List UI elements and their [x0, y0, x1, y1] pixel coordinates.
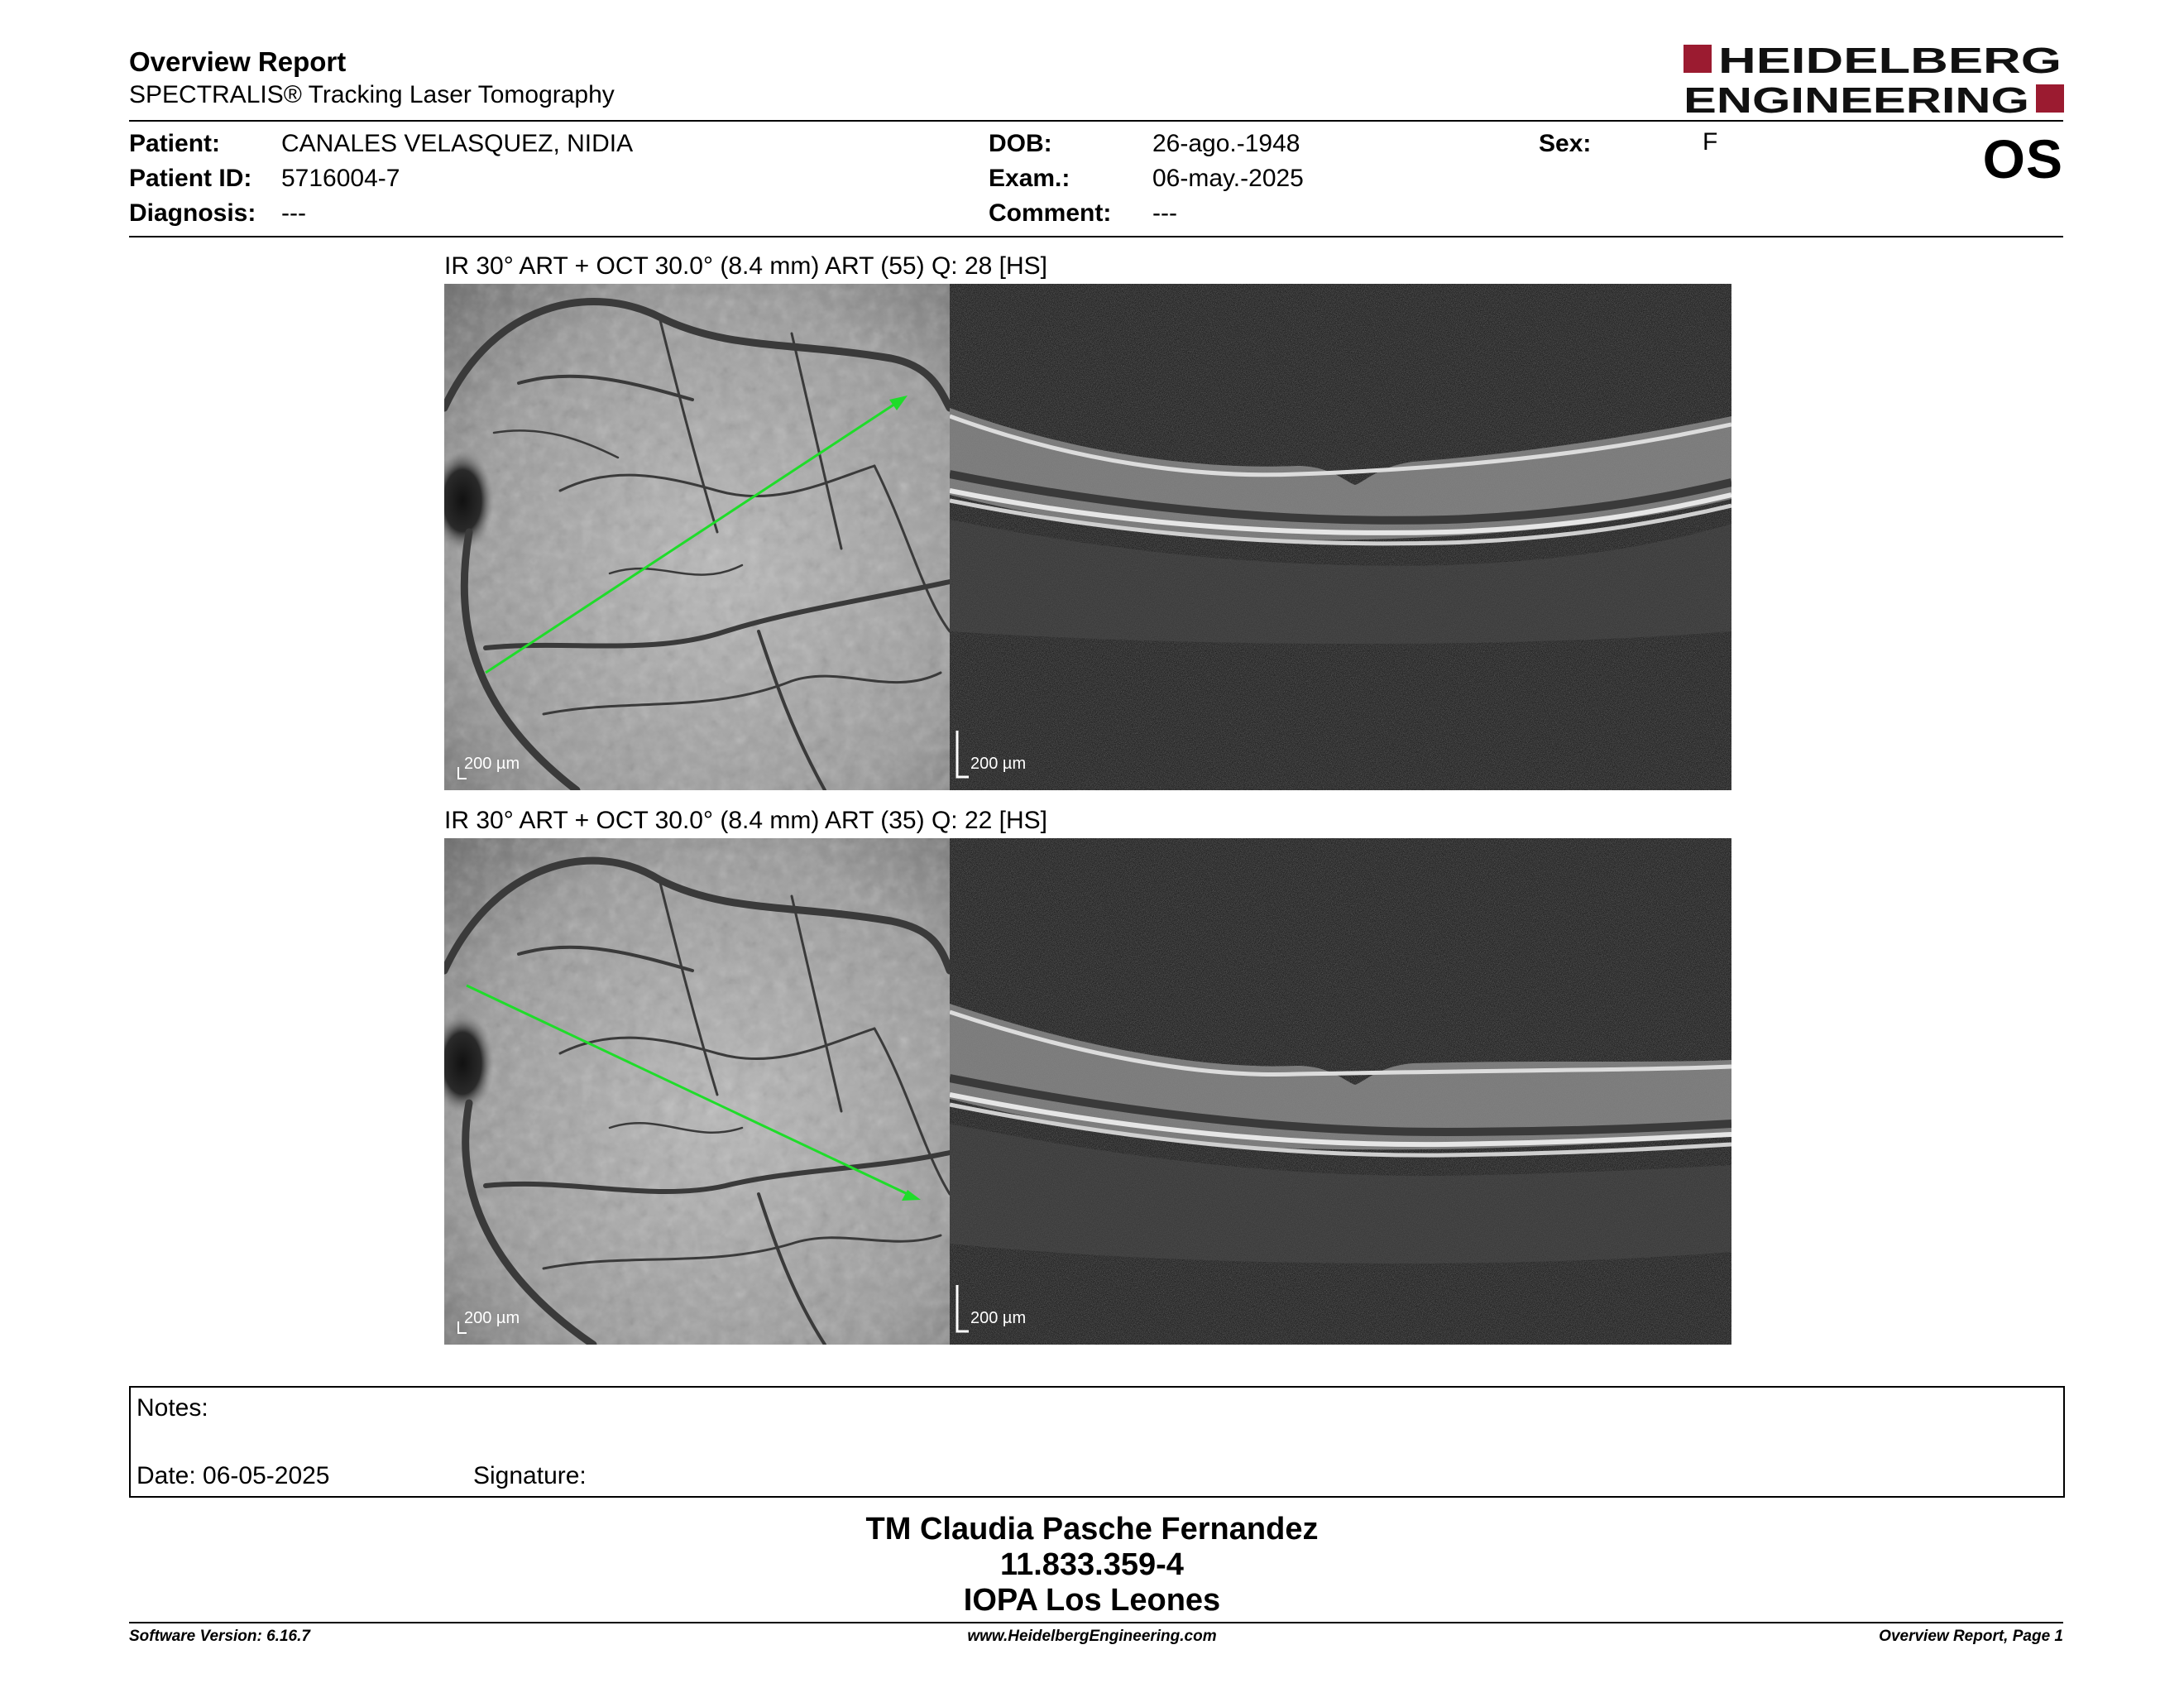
website-link[interactable]: www.HeidelbergEngineering.com: [967, 1628, 1217, 1645]
exam-label: Exam.:: [989, 165, 1070, 192]
scan-1-ir-scale-label: 200 µm: [464, 755, 520, 773]
exam-date: 06-may.-2025: [1152, 165, 1304, 192]
dob-value: 26-ago.-1948: [1152, 130, 1300, 157]
page-number: Overview Report, Page 1: [1879, 1628, 2063, 1645]
scan-1-oct-bscan-image[interactable]: [950, 284, 1731, 790]
patient-id: 5716004-7: [281, 165, 400, 192]
scan-1-oct-scale-label: 200 µm: [970, 755, 1027, 773]
eye-indicator: OS: [1982, 128, 2063, 189]
scan-2-oct-scale-label: 200 µm: [970, 1309, 1027, 1327]
patient-label: Patient:: [129, 130, 221, 157]
scan-2-ir-fundus-image[interactable]: [444, 838, 950, 1345]
comment-label: Comment:: [989, 199, 1112, 227]
signer-name: TM Claudia Pasche Fernandez: [865, 1512, 1319, 1547]
heidelberg-engineering-logo: [1684, 43, 2064, 117]
sex-label: Sex:: [1539, 130, 1592, 157]
date-line: Date: 06-05-2025: [136, 1462, 330, 1489]
notes-label: Notes:: [136, 1394, 208, 1422]
patient-divider: [129, 236, 2063, 237]
comment-value: ---: [1152, 199, 1177, 227]
patient-id-label: Patient ID:: [129, 165, 252, 192]
report-title: Overview Report: [129, 46, 347, 77]
diagnosis-value: ---: [281, 199, 306, 227]
signer-organization: IOPA Los Leones: [963, 1583, 1221, 1618]
logo-line1: HEIDELBERG: [1718, 43, 2062, 81]
software-version: Software Version: 6.16.7: [129, 1628, 310, 1645]
dob-label: DOB:: [989, 130, 1052, 157]
report-subtitle: SPECTRALIS® Tracking Laser Tomography: [129, 81, 615, 108]
signature-label: Signature:: [473, 1462, 587, 1489]
footer-divider: [129, 1622, 2063, 1623]
scan-1-title: IR 30° ART + OCT 30.0° (8.4 mm) ART (55) Q: 28 [HS]: [444, 252, 1047, 280]
sex-value: F: [1703, 128, 1718, 156]
notes-box[interactable]: [129, 1386, 2065, 1498]
scan-2-title: IR 30° ART + OCT 30.0° (8.4 mm) ART (35) Q: 22 [HS]: [444, 807, 1047, 834]
scan-1-ir-fundus-image[interactable]: [444, 284, 950, 790]
signer-id: 11.833.359-4: [1000, 1547, 1184, 1582]
scan-2-ir-scale-label: 200 µm: [464, 1309, 520, 1327]
diagnosis-label: Diagnosis:: [129, 199, 256, 227]
scan-2-oct-bscan-image[interactable]: [950, 838, 1731, 1345]
logo-line2: ENGINEERING: [1684, 80, 2029, 117]
patient-name: CANALES VELASQUEZ, NIDIA: [281, 130, 634, 157]
header-divider: [129, 120, 2063, 122]
